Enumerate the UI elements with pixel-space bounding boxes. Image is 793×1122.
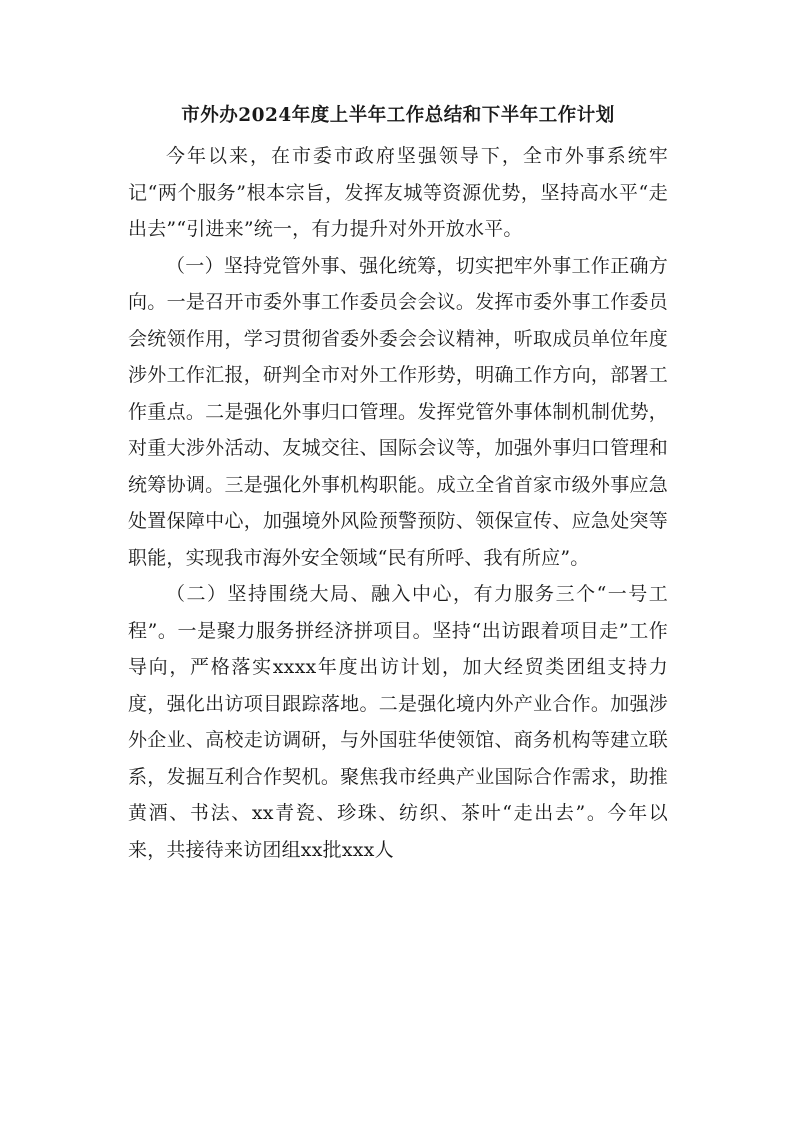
paragraph-section-1: （一）坚持党管外事、强化统筹，切实把牢外事工作正确方向。一是召开市委外事工作委员会会议。发挥市委外事工作委员会统领作用，学习贯彻省委外委会会议精神，听取成员单位年度涉外工作汇报，研判全市对外工作形势，明确工作方向，部署工作重点。二是强化外事归口管理。发挥党管外事体制机制优势，对重大涉外活动、友城交往、国际会议等，加强外事归口管理和统筹协调。三是强化外事机构职能。成立全省首家市级外事应急处置保障中心，加强境外风险预警预防、领保宣传、应急处突等职能，实现我市海外安全领域“民有所呼、我有所应”。 [128, 254, 668, 569]
document-body [128, 98, 668, 868]
paragraph-intro: 今年以来，在市委市政府坚强领导下，全市外事系统牢记“两个服务”根本宗旨，发挥友城等资源优势，坚持高水平“走出去”“引进来”统一，有力提升对外开放水平。 [128, 145, 668, 240]
paragraph-section-2: （二）坚持围绕大局、融入中心，有力服务三个“一号工程”。一是聚力服务拼经济拼项目。坚持“出访跟着项目走”工作导向，严格落实xxxx年度出访计划，加大经贸类团组支持力度，强化出访项目跟踪落地。二是强化境内外产业合作。加强涉外企业、高校走访调研，与外国驻华使领馆、商务机构等建立联系，发掘互利合作契机。聚焦我市经典产业国际合作需求，助推黄酒、书法、xx青瓷、珍珠、纺织、茶叶“走出去”。今年以来，共接待来访团组xx批xxx人 [128, 583, 668, 861]
document-title: 市外办2024年度上半年工作总结和下半年工作计划 [181, 105, 615, 126]
